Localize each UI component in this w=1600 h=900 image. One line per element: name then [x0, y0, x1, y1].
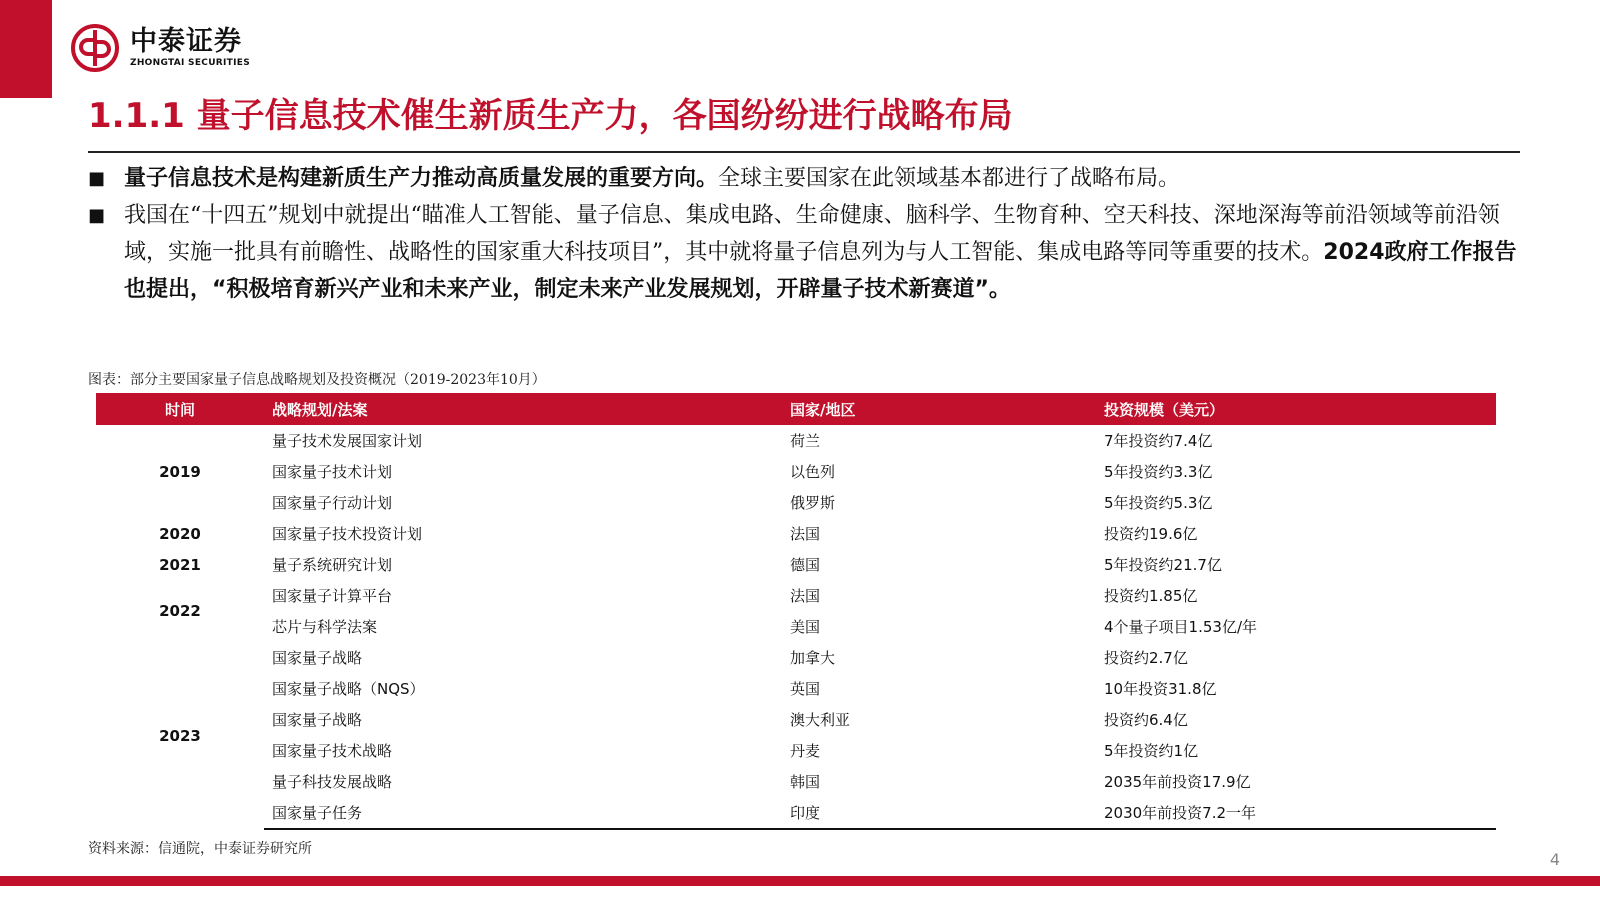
table-row: [96, 456, 1496, 487]
country-cell: 澳大利亚: [790, 711, 851, 729]
table-row: [96, 673, 1496, 704]
investment-cell: 2035年前投资17.9亿: [1104, 773, 1251, 791]
bullet-bold-text: 量子信息技术是构建新质生产力推动高质量发展的重要方向。: [124, 166, 719, 191]
table-caption: 图表：部分主要国家量子信息战略规划及投资概况（2019-2023年10月）: [88, 372, 546, 388]
plan-cell: 国家量子行动计划: [272, 494, 393, 512]
country-cell: 荷兰: [790, 432, 821, 450]
table-row: [96, 642, 1496, 673]
plan-cell: 芯片与科学法案: [272, 618, 378, 636]
bullet-text: 我国在“十四五”规划中就提出“瞄准人工智能、量子信息、集成电路、生命健康、脑科学、生物育种、空天科技、深地深海等前沿领域等前沿领域，实施一批具有前瞻性、战略性的国家重大科技项目”，其中就将量子信息列为与人工智能、集成电路等同等重要的技术。: [124, 203, 1500, 265]
country-cell: 德国: [790, 556, 821, 574]
table-row: [96, 425, 1496, 456]
plan-cell: 量子系统研究计划: [272, 556, 393, 574]
table-row: [96, 797, 1496, 829]
country-cell: 韩国: [790, 773, 821, 791]
bullet-bold-text: 2024政府工作报告也提出，“积极培育新兴产业和未来产业，制定未来产业发展规划，开辟量子技术新赛道”。: [124, 240, 1517, 302]
plan-cell: 国家量子技术计划: [272, 463, 393, 481]
bullet-item: [88, 197, 1520, 308]
source-note: 资料来源：信通院，中泰证券研究所: [88, 841, 312, 857]
corner-accent-block: [0, 0, 52, 98]
table-row: [96, 518, 1496, 549]
table-row: [96, 580, 1496, 611]
investment-cell: 投资约6.4亿: [1104, 711, 1188, 729]
plan-cell: 国家量子战略: [272, 711, 363, 729]
brand-logo: [70, 20, 250, 76]
table-row: [96, 704, 1496, 735]
investment-cell: 4个量子项目1.53亿/年: [1104, 618, 1257, 636]
investment-cell: 投资约19.6亿: [1104, 525, 1198, 543]
investment-cell: 2030年前投资7.2一年: [1096, 797, 1496, 829]
country-cell: 法国: [790, 525, 821, 543]
table-row: [96, 735, 1496, 766]
country-cell: 印度: [782, 797, 1096, 829]
table-row: [96, 487, 1496, 518]
investment-cell: 10年投资31.8亿: [1104, 680, 1217, 698]
plan-cell: 量子技术发展国家计划: [272, 432, 423, 450]
plan-cell: 国家量子战略: [272, 649, 363, 667]
column-header-plan: 战略规划/法案: [264, 393, 782, 425]
title-divider: [88, 151, 1520, 153]
year-cell: 2020: [159, 524, 201, 543]
page-number: 4: [1549, 850, 1560, 869]
table-row: [96, 766, 1496, 797]
year-cell: 2021: [159, 555, 201, 574]
country-cell: 俄罗斯: [790, 494, 836, 512]
table-row: [96, 549, 1496, 580]
table-body: [96, 425, 1496, 829]
square-bullet-icon: ■: [88, 205, 106, 226]
country-cell: 法国: [790, 587, 821, 605]
country-cell: 丹麦: [790, 742, 821, 760]
plan-cell: 国家量子战略（NQS）: [272, 680, 425, 698]
country-cell: 英国: [790, 680, 821, 698]
table-row: [96, 611, 1496, 642]
investment-cell: 投资约1.85亿: [1104, 587, 1198, 605]
bullet-list: [88, 160, 1520, 308]
country-cell: 美国: [790, 618, 821, 636]
investment-cell: 5年投资约5.3亿: [1104, 494, 1213, 512]
column-header-investment: 投资规模（美元）: [1096, 393, 1496, 425]
country-cell: 加拿大: [790, 649, 836, 667]
strategy-table: [96, 393, 1496, 830]
investment-cell: 投资约2.7亿: [1104, 649, 1188, 667]
plan-cell: 国家量子技术投资计划: [272, 525, 423, 543]
year-cell: 2023: [159, 726, 201, 745]
plan-cell: 国家量子任务: [264, 797, 782, 829]
investment-cell: 5年投资约3.3亿: [1104, 463, 1213, 481]
year-cell: 2019: [159, 462, 201, 481]
plan-cell: 国家量子计算平台: [272, 587, 393, 605]
investment-cell: 7年投资约7.4亿: [1104, 432, 1213, 450]
brand-name-cn: 中泰证券: [130, 26, 242, 57]
bullet-item: [88, 160, 1520, 197]
column-header-country: 国家/地区: [782, 393, 1096, 425]
country-cell: 以色列: [790, 463, 836, 481]
brand-name-en: ZHONGTAI SECURITIES: [130, 58, 250, 68]
bottom-accent-bar: [0, 876, 1600, 886]
investment-cell: 5年投资约21.7亿: [1104, 556, 1222, 574]
investment-cell: 5年投资约1亿: [1104, 742, 1199, 760]
column-header-year: 时间: [96, 393, 264, 425]
slide-title: 1.1.1 量子信息技术催生新质生产力，各国纷纷进行战略布局: [88, 96, 1013, 136]
square-bullet-icon: ■: [88, 168, 106, 189]
plan-cell: 国家量子技术战略: [272, 742, 393, 760]
bullet-text: 全球主要国家在此领域基本都进行了战略布局。: [718, 166, 1181, 191]
table-header-row: [96, 393, 1496, 425]
year-cell: 2022: [159, 602, 201, 620]
plan-cell: 量子科技发展战略: [272, 773, 393, 791]
zhongtai-logo-icon: [70, 23, 120, 73]
